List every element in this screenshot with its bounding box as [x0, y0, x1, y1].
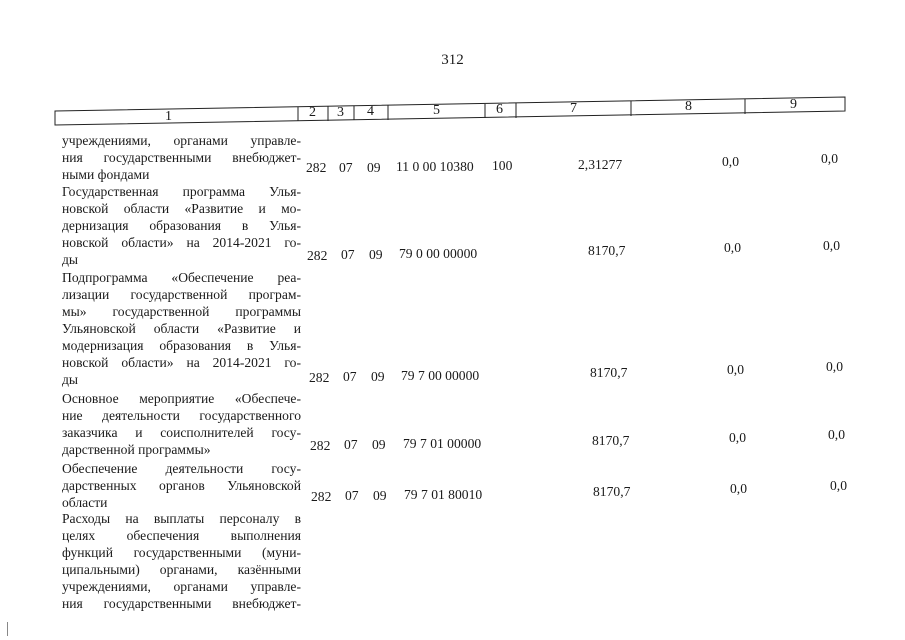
- description-line: ды: [62, 252, 79, 267]
- row-description: [62, 132, 301, 183]
- description-line: новской области «Развитие и мо-: [62, 201, 301, 216]
- description-line: Расходы на выплаты персоналу в: [62, 511, 301, 526]
- description-line: Ульяновской области «Развитие и: [62, 321, 301, 336]
- row-description: [62, 390, 301, 458]
- description-line: дарственных органов Ульяновской: [62, 478, 301, 493]
- code-subsection: 09: [373, 488, 387, 503]
- header-col-1: 1: [165, 109, 172, 124]
- amount-col-8: 0,0: [730, 481, 747, 496]
- description-line: учреждениями, органами управле-: [62, 579, 301, 594]
- amount-col-7: 8170,7: [592, 433, 630, 448]
- row-description: [62, 269, 301, 388]
- amount-col-7: 2,31277: [578, 157, 623, 172]
- header-col-4: 4: [367, 104, 374, 119]
- row-description: [62, 183, 301, 268]
- description-line: мы» государственной программы: [62, 304, 301, 319]
- amount-col-8: 0,0: [727, 362, 744, 377]
- code-ministry: 282: [309, 370, 330, 385]
- amount-col-8: 0,0: [722, 154, 739, 169]
- header-col-5: 5: [433, 103, 440, 118]
- row-description: [62, 510, 301, 612]
- header-col-2: 2: [309, 105, 316, 120]
- table-header: [55, 96, 845, 124]
- description-line: дернизация образования в Улья-: [62, 218, 301, 233]
- description-line: Государственная программа Улья-: [62, 184, 301, 199]
- code-subsection: 09: [369, 247, 383, 262]
- amount-col-8: 0,0: [724, 240, 741, 255]
- header-col-6: 6: [496, 102, 503, 117]
- amount-col-7: 8170,7: [588, 243, 626, 258]
- code-ministry: 282: [310, 438, 331, 453]
- description-line: лизации государственной програм-: [62, 287, 301, 302]
- header-col-3: 3: [337, 105, 344, 120]
- amount-col-9: 0,0: [826, 359, 843, 374]
- table-header-grid: [55, 96, 847, 126]
- code-target-article: 11 0 00 10380: [396, 159, 474, 174]
- amount-col-8: 0,0: [729, 430, 746, 445]
- code-section: 07: [341, 247, 355, 262]
- description-line: функций государственными (муни-: [62, 545, 301, 560]
- code-ministry: 282: [307, 248, 328, 263]
- code-section: 07: [339, 160, 353, 175]
- description-line: модернизация образования в Улья-: [62, 338, 301, 353]
- description-line: новской области» на 2014-2021 го-: [62, 235, 301, 250]
- description-line: учреждениями, органами управле-: [62, 133, 301, 148]
- scan-margin-mark: [7, 622, 8, 636]
- code-section: 07: [343, 369, 357, 384]
- code-expense-type: 100: [492, 158, 513, 173]
- code-target-article: 79 0 00 00000: [399, 246, 478, 261]
- description-line: ния государственными внебюджет-: [62, 150, 301, 165]
- amount-col-7: 8170,7: [593, 484, 631, 499]
- header-col-8: 8: [685, 99, 692, 114]
- code-section: 07: [345, 488, 359, 503]
- code-section: 07: [344, 437, 358, 452]
- description-line: дарственной программы»: [62, 442, 211, 457]
- description-line: ными фондами: [62, 167, 150, 182]
- code-subsection: 09: [367, 160, 381, 175]
- description-line: области: [62, 495, 108, 510]
- amount-col-9: 0,0: [828, 427, 845, 442]
- description-line: Обеспечение деятельности госу-: [62, 461, 301, 476]
- code-ministry: 282: [306, 160, 327, 175]
- amount-col-9: 0,0: [821, 151, 838, 166]
- description-line: ципальными) органами, казёнными: [62, 562, 301, 577]
- description-line: Основное мероприятие «Обеспече-: [62, 391, 301, 406]
- description-line: заказчика и соисполнителей госу-: [62, 425, 301, 440]
- code-ministry: 282: [311, 489, 332, 504]
- code-target-article: 79 7 01 00000: [403, 436, 482, 451]
- description-line: ды: [62, 372, 79, 387]
- description-line: ние деятельности государственного: [62, 408, 301, 423]
- description-line: ния государственными внебюджет-: [62, 596, 301, 611]
- code-target-article: 79 7 00 00000: [401, 368, 480, 383]
- header-col-7: 7: [570, 101, 577, 116]
- page-number: 312: [441, 52, 464, 68]
- code-subsection: 09: [371, 369, 385, 384]
- description-line: Подпрограмма «Обеспечение реа-: [62, 270, 301, 285]
- row-description: [62, 460, 301, 511]
- description-line: целях обеспечения выполнения: [62, 528, 301, 543]
- amount-col-7: 8170,7: [590, 365, 628, 380]
- description-line: новской области» на 2014-2021 го-: [62, 355, 301, 370]
- amount-col-9: 0,0: [830, 478, 847, 493]
- header-col-9: 9: [790, 97, 797, 112]
- code-subsection: 09: [372, 437, 386, 452]
- amount-col-9: 0,0: [823, 238, 840, 253]
- code-target-article: 79 7 01 80010: [404, 487, 483, 502]
